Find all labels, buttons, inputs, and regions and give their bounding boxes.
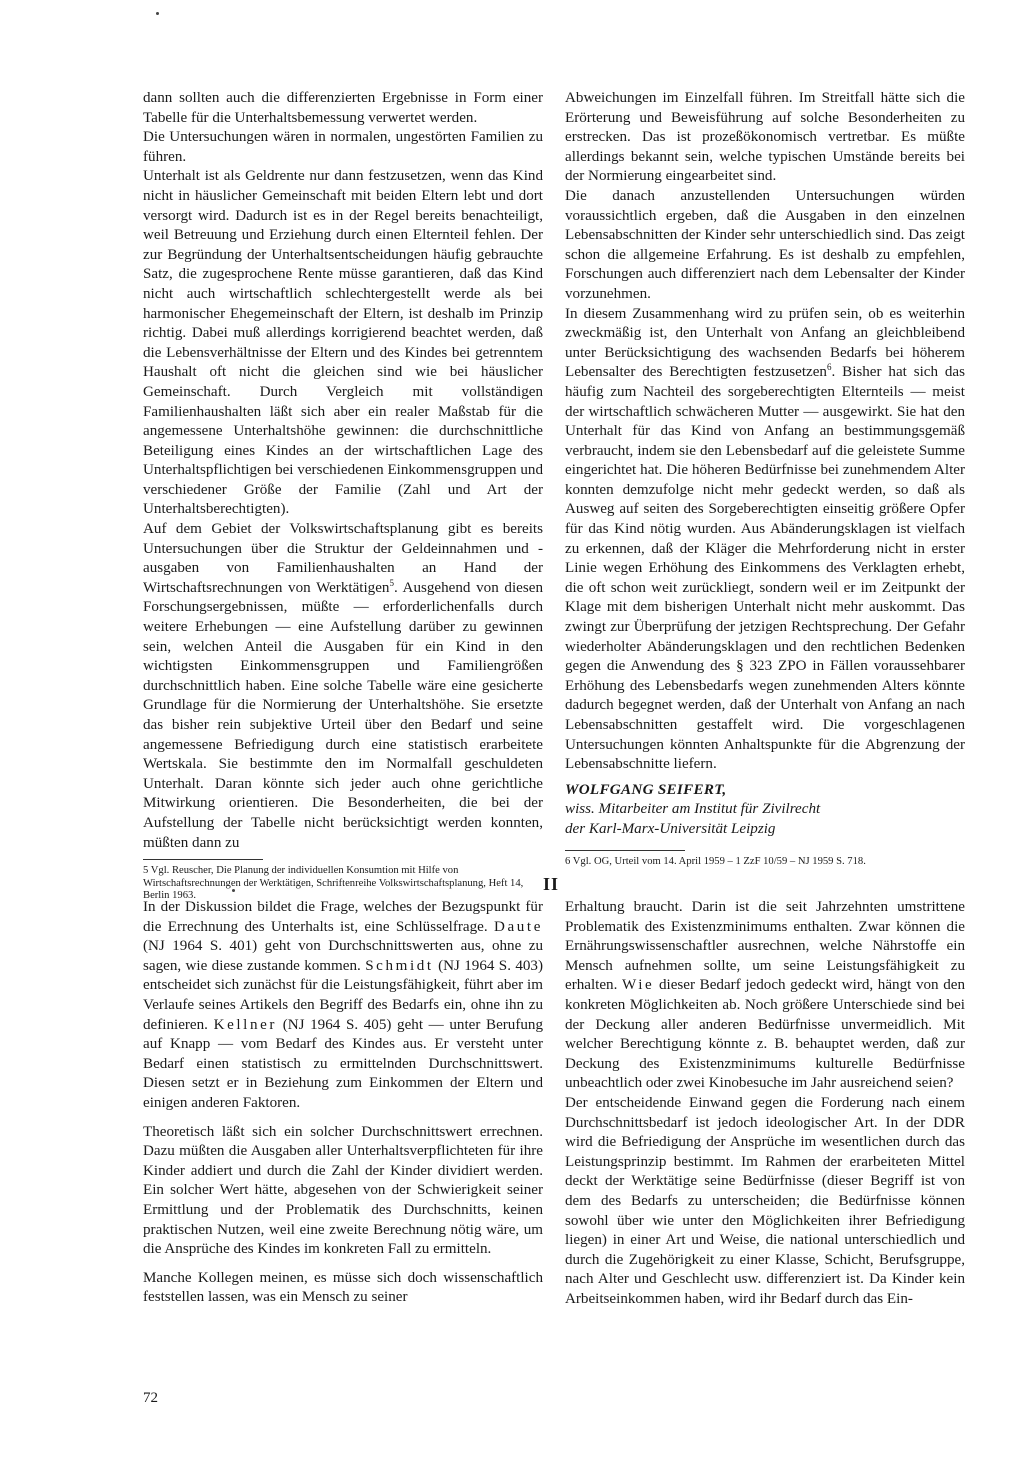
footnote-ref: 5 (389, 577, 394, 588)
paragraph: Unterhalt ist als Geldrente nur dann festzusetzen, wenn das Kind nicht in häuslicher Gemeinschaft mit beiden Eltern lebt und dort versorgt wird. Dadurch ist es in der Regel bereits benachteiligt, weil Betreuung und Erziehung durch einen Elternteil fehlen. Der zur Begründung der Unterhaltsentscheidungen häufig gebrauchte Satz, die zugesprochene Rente müsse garantieren, daß das Kind nicht auch wirtschaftlich schlechtergestellt werde als bei harmonischer Ehegemeinschaft der Eltern, ist deshalb im Prinzip richtig. Dabei muß allerdings korrigierend beachtet werden, daß die Lebensverhältnisse der Eltern und des Kindes bei getrenntem Haushalt oft nicht die gleichen sind wie bei häuslicher Gemeinschaft. Durch Vergleich mit vollständigen Familienhaushalten läßt sich aber ein realer Maßstab für die angemessene Unterhaltshöhe gewinnen: die durchschnittliche Beteiligung eines Kindes an der wirtschaftlichen Lage des Unterhaltspflichtigen bei verschiedenen Einkommensgruppen und verschiedener Größe der Familie (Zahl und Art der Unterhaltsberechtigten). (143, 168, 543, 518)
paragraph (143, 898, 543, 1114)
author-reference: Schmidt (365, 957, 434, 974)
emphasis: Wie (622, 977, 655, 994)
author-reference: Daute (493, 918, 543, 935)
paragraph: Die danach anzustellenden Untersuchungen würden voraussichtlich ergeben, daß die Ausgaben in den einzelnen Lebensabschnitten der Kinder sehr unterschiedlich sind. Das zeigt schon die allgemeine Erfahrung. Es ist deshalb zu empfehlen, Forschungen auch differenziert nach dem Lebensalter der Kinder vorzunehmen. (565, 187, 965, 302)
paragraph-text: In diesem Zusammenhang wird zu prüfen sein, ob es weiterhin zweckmäßig ist, den Unterhalt von Anfang an gleichbleibend unter Berücksichtigung des wachsenden Bedarfs bei höherem Lebensalter des Berechtigten festzusetzen (565, 305, 965, 381)
page-number: 72 (143, 1390, 158, 1406)
paragraph-text: (NJ 1964 S. 401) geht von Durchschnittswerten aus, ohne zu sagen, wie diese zustande kommen. (143, 938, 543, 974)
paragraph: dann sollten auch die differenzierten Ergebnisse in Form einer Tabelle für die Unterhaltsbemessung verwertet werden. (143, 90, 543, 126)
section-number: II (543, 874, 560, 894)
paragraph: Theoretisch läßt sich ein solcher Durchschnittswert errechnen. Dazu müßten die Ausgaben aller Unterhaltsverpflichteten für ihre Kinder addiert und durch die Zahl der Kinder dividiert werden. Ein solcher Wert hätte, abgesehen von der Schwierigkeit seiner Ermittlung und der Problematik des Durchschnitts, keinen praktischen Nutzen, weil eine zweite Berechnung nötig wäre, um die Ansprüche des Kindes im konkreten Fall zu ermitteln. (143, 1123, 543, 1258)
author-role: wiss. Mitarbeiter am Institut für Zivilrecht (565, 801, 821, 818)
paragraph: Der entscheidende Einwand gegen die Forderung nach einem Durchschnittsbedarf ist jedoch ideologischer Art. In der DDR wird die Befriedigung der Ansprüche im wesentlichen durch das Leistungsprinzip bestimmt. Im Rahmen der erarbeiteten Mittel deckt der Werktätige seine Bedürfnisse (dieser Begriff ist von dem des Bedarfs zu unterscheiden; die Bedürfnisse können sowohl über wie unter den Möglichkeiten ihrer Befriedigung liegen) in einer Art und Weise, die national unterschiedlich und durch die Zugehörigkeit zu einer Klasse, Schicht, Berufsgruppe, nach Alter und Geschlecht usw. differenziert ist. Da Kinder kein Arbeitseinkommen haben, wird ihr Bedarf durch das Ein- (565, 1094, 965, 1307)
author-institution: der Karl-Marx-Universität Leipzig (565, 820, 776, 837)
paragraph-text: . Bisher hat sich das häufig zum Nachteil des sorgeberechtigten Elternteils — meist der wirtschaftlich schwächeren Mutter — ausgewirkt. Sie hat den Unterhalt für das Kind von Anfang an bestimmungsgemäß verbraucht, indem sie den Lebensbedarf auf die geleistete Summe eingerichtet hat. Die höheren Bedürfnisse bei zunehmendem Alter konnten demzufolge nicht mehr gedeckt werden, so daß als Ausweg auf seiten des Sorgeberechtigten einseitig größere Opfer für das Kind nötig wurden. Aus Abänderungsklagen ist vielfach zu erkennen, daß der Kläger die Mehrforderung nicht in erster Linie wegen Erhöhung des Einkommens des Verklagten erhebt, die oft schon weit zurückliegt, sondern weil er im Zeitpunkt der Klage mit dem bisherigen Unterhalt nicht mehr auskommt. Das zwingt zur Überprüfung der jetzigen Rechtsprechung. Der Gefahr wiederholter Abänderungsklagen und den rechtlichen Bedenken gegen die Anwendung des § 323 ZPO in Fällen voraussehbarer Erhöhung des Lebensbedarfs wegen zunehmenden Alters könnte dadurch begegnet werden, daß der Unterhalt von Anfang an nach Lebensabschnitten gestaffelt wird. Die vorgeschlagenen Untersuchungen könnten Anhaltspunkte für die Abgrenzung der Lebensabschnitte liefern. (565, 364, 965, 773)
column-bottom-right (565, 898, 965, 1309)
paragraph-text: dieser Bedarf jedoch gedeckt wird, hängt von den konkreten Möglichkeiten ab. Noch größere Unterschiede sind bei der Deckung aller anderen Bedürfnisse unvermeidlich. Mit welcher Berechtigung könnte z. B. behauptet werden, daß zur Deckung des Existenzminimums kulturelle Bedürfnisse unbeachtlich oder zwei Kinobesuche im Jahr ausreichend seien? (565, 977, 965, 1092)
author-name: WOLFGANG SEIFERT, (565, 781, 727, 798)
footnote: 5 Vgl. Reuscher, Die Planung der individuellen Konsumtion mit Hilfe von Wirtschaftsrechnungen der Werktätigen, Schriftenreihe Volkswirtschaftsplanung, Heft 14, Berlin 1963. (143, 865, 524, 901)
footnote-rule (565, 850, 685, 851)
paragraph: Die Untersuchungen wären in normalen, ungestörten Familien zu führen. (143, 129, 543, 165)
column-top-left (143, 89, 543, 902)
print-speck (156, 12, 159, 15)
paragraph-text: (NJ 1964 S. 405) geht — unter Berufung auf Knapp — vom Bedarf des Kindes aus. Er versteht unter Bedarf einen statistisch zu ermittelnden Durchschnittswert. Diesen setzt er in Beziehung zum Einkommen der Eltern und einigen anderen Faktoren. (143, 1016, 544, 1111)
column-bottom-left (143, 898, 543, 1308)
paragraph (143, 520, 543, 853)
paragraph-text: In der Diskussion bildet die Frage, welches der Bezugspunkt für die Errechnung des Unterhalts ist, eine Schlüsselfrage. (143, 899, 543, 935)
paragraph: Manche Kollegen meinen, es müsse sich doch wissenschaftlich feststellen lassen, was ein Mensch zu seiner (143, 1269, 543, 1306)
footnote-ref: 6 (826, 362, 832, 373)
column-top-right (565, 89, 965, 868)
paragraph (565, 898, 965, 1094)
author-signature (565, 781, 965, 840)
paragraph-text: . Ausgehend von diesen Forschungsergebnissen, müßte — erforderlichenfalls durch weitere Erhebungen — eine Aufstellung darüber zu gewinnen sein, welchen Anteil die Ausgaben für ein Kind in den wichtigsten Einkommensgruppen und Familiengrößen durchschnittlich haben. Eine solche Tabelle wäre eine gesicherte Grundlage für die Normierung der Unterhaltshöhe. Sie ersetzte das bisher rein subjektive Urteil über den Bedarf und seine angemessene Befriedigung durch eine statistisch erarbeitete Wertskala. Sie bestimmte den im Normalfall geschuldeten Unterhalt. Daran könnte sich jeder auch ohne gerichtliche Mitwirkung orientieren. Die Besonderheiten, die bei der Aufstellung der Tabelle nicht berücksichtigt werden konnten, müßten dann zu (143, 579, 543, 851)
paragraph (565, 305, 965, 775)
footnote-rule (143, 859, 263, 860)
author-reference: Kellner (213, 1016, 278, 1033)
paragraph: Abweichungen im Einzelfall führen. Im Streitfall hätte sich die Erörterung und Beweisführung auf solche Besonderheiten zu erstrecken. Das ist prozeßökonomisch vertretbar. Es müßte allerdings bekannt sein, welche typischen Umstände bereits bei der Normierung eingearbeitet sind. (565, 90, 965, 185)
paragraph-text: Auf dem Gebiet der Volkswirtschaftsplanung gibt es bereits Untersuchungen über die Struktur der Geldeinnahmen und -ausgaben von Familienhaushalten an Hand der Wirtschaftsrechnungen von Werktätigen (143, 521, 543, 596)
paragraph-text: Erhaltung braucht. Darin ist die seit Jahrzehnten umstrittene Problematik des Existenzminimums enthalten. Zwar können die Ernährungswissenschaftler ausrechnen, welche Nährstoffe ein Mensch aufnehmen sollte, um seine Leistungsfähigkeit zu erhalten. (565, 899, 965, 994)
footnote: 6 Vgl. OG, Urteil vom 14. April 1959 – 1 ZzF 10/59 – NJ 1959 S. 718. (565, 855, 866, 867)
paragraph-text: (NJ 1964 S. 403) entscheidet sich zunächst für die Leistungsfähigkeit, führt aber im Verlaufe seines Artikels den Begriff des Bedarfs ein, ohne ihn zu definieren. (143, 957, 543, 1033)
